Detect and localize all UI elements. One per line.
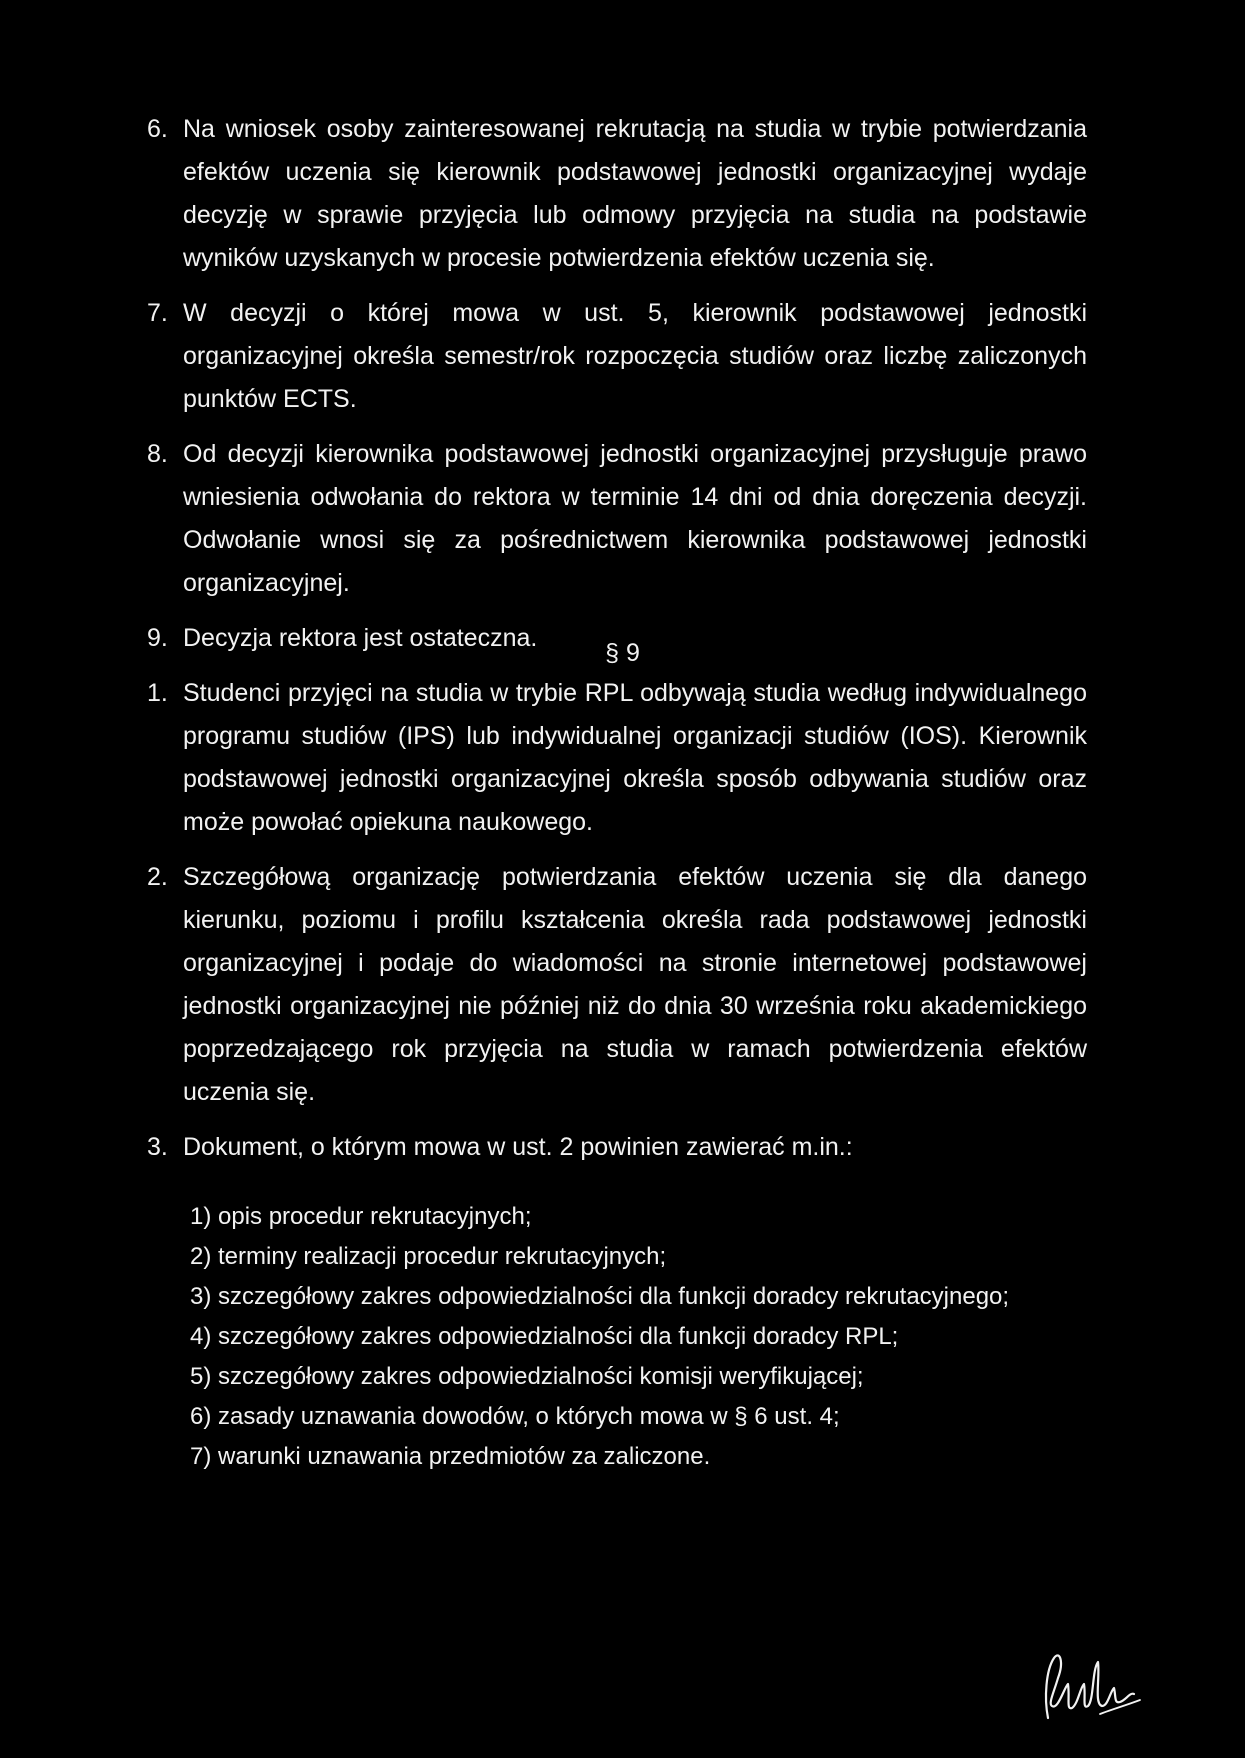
paragraph-item [147,433,1087,605]
paragraph-item [147,1126,1087,1169]
list-item: 1) opis procedur rekrutacyjnych; [190,1203,532,1230]
section-heading: § 9 [605,639,640,667]
paragraph-number: 9. [147,624,168,652]
paragraph-number: 3. [147,1133,168,1161]
paragraph-text: Szczegółową organizację potwierdzania efektów uczenia się dla danego kierunku, poziomu i profilu kształcenia określa rada podstawowej jednostki organizacyjnej i podaje do wiadomości na stronie internetowej podstawowej jednostki organizacyjnej nie później niż do dnia 30 września roku akademickiego poprzedzającego rok przyjęcia na studia w ramach potwierdzenia efektów uczenia się. [183,863,1087,1106]
list-item: 3) szczegółowy zakres odpowiedzialności dla funkcji doradcy rekrutacyjnego; [190,1283,1010,1310]
paragraph-number: 2. [147,863,168,891]
paragraph-number: 8. [147,440,168,468]
list-item: 4) szczegółowy zakres odpowiedzialności dla funkcji doradcy RPL; [190,1323,899,1350]
paragraph-item [147,108,1087,280]
handwritten-signature [1030,1648,1150,1728]
paragraph-number: 1. [147,679,168,707]
document-contents-list [190,1197,1070,1477]
list-item: 7) warunki uznawania przedmiotów za zaliczone. [190,1443,711,1470]
paragraph-text: Decyzja rektora jest ostateczna. [183,624,538,652]
paragraph-text: Od decyzji kierownika podstawowej jednostki organizacyjnej przysługuje prawo wniesienia odwołania do rektora w terminie 14 dni od dnia doręczenia decyzji. Odwołanie wnosi się za pośrednictwem kierownika podstawowej jednostki organizacyjnej. [183,440,1087,597]
paragraph-text: Studenci przyjęci na studia w trybie RPL odbywają studia według indywidualnego programu studiów (IPS) lub indywidualnej organizacji studiów (IOS). Kierownik podstawowej jednostki organizacyjnej określa sposób odbywania studiów oraz może powołać opiekuna naukowego. [183,679,1087,836]
paragraph-text: Na wniosek osoby zainteresowanej rekrutacją na studia w trybie potwierdzania efektów uczenia się kierownik podstawowej jednostki organizacyjnej wydaje decyzję w sprawie przyjęcia lub odmowy przyjęcia na studia na podstawie wyników uzyskanych w procesie potwierdzenia efektów uczenia się. [183,115,1087,272]
paragraph-item [147,292,1087,421]
list-item: 2) terminy realizacji procedur rekrutacyjnych; [190,1243,667,1270]
paragraph-text: Dokument, o którym mowa w ust. 2 powinien zawierać m.in.: [183,1133,853,1161]
paragraph-number: 6. [147,115,168,143]
paragraph-list-section-9 [147,672,1087,1169]
paragraph-list-section-8 [147,108,1087,660]
paragraph-item [147,672,1087,844]
paragraph-number: 7. [147,299,168,327]
list-item: 5) szczegółowy zakres odpowiedzialności komisji weryfikującej; [190,1363,864,1390]
paragraph-item [147,856,1087,1114]
list-item: 6) zasady uznawania dowodów, o których mowa w § 6 ust. 4; [190,1403,840,1430]
paragraph-text: W decyzji o której mowa w ust. 5, kierownik podstawowej jednostki organizacyjnej określa semestr/rok rozpoczęcia studiów oraz liczbę zaliczonych punktów ECTS. [183,299,1087,413]
